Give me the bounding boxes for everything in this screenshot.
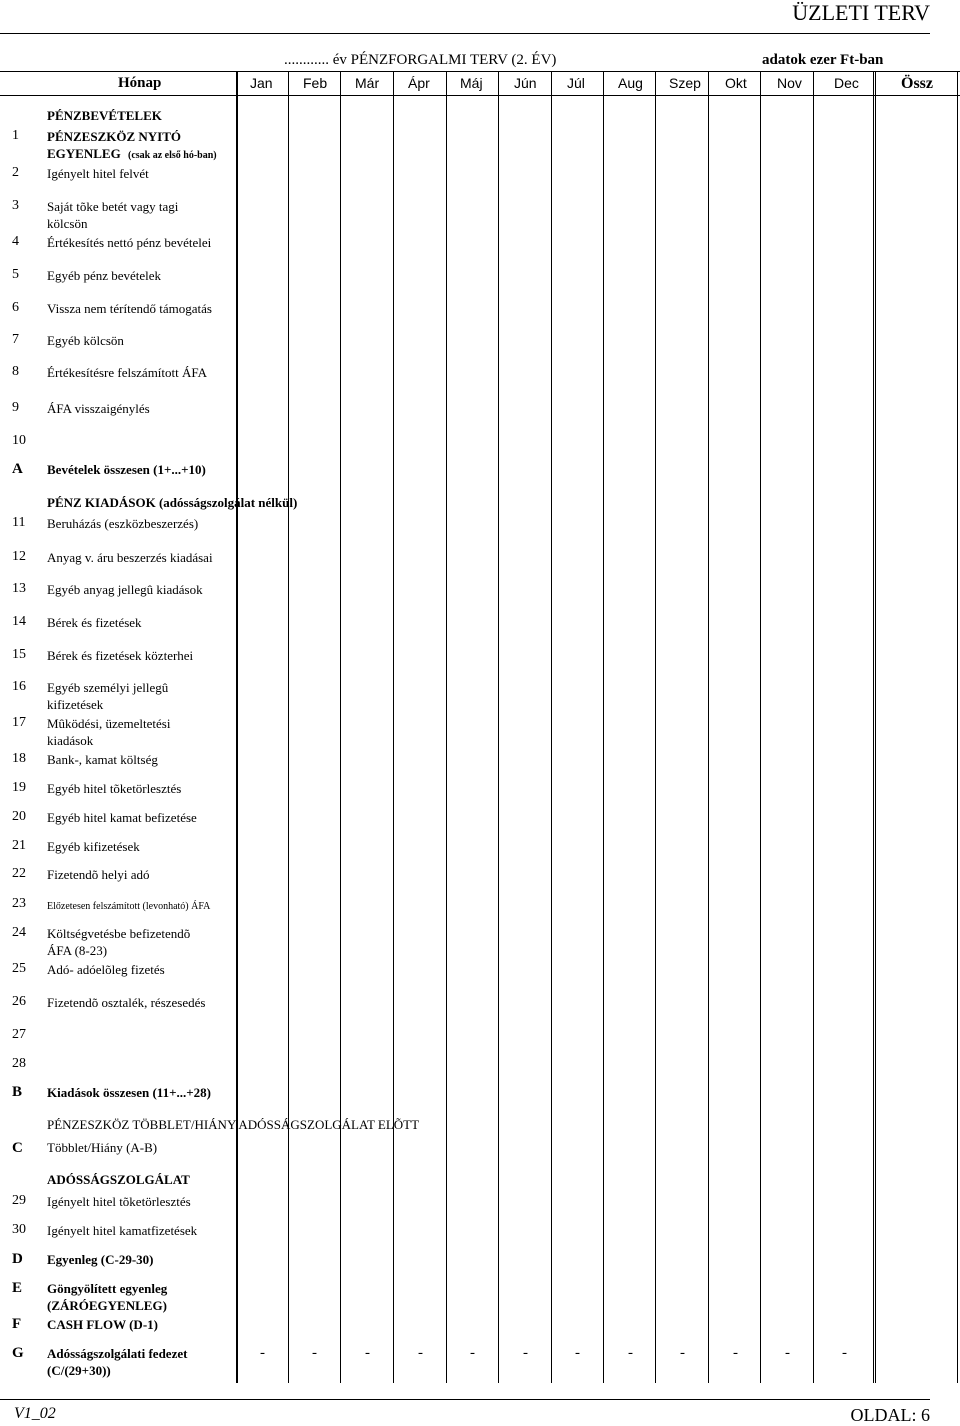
row-number: B xyxy=(12,1084,23,1100)
row-number: 23 xyxy=(12,896,26,911)
row-label-line2: ÁFA (8-23) xyxy=(47,943,108,958)
row-number: 4 xyxy=(12,234,19,249)
row-label: Előzetesen felszámított (levonható) ÁFA xyxy=(47,901,211,912)
dash-cell: - xyxy=(523,1345,528,1361)
row-label: Értékesítésre felszámított ÁFA xyxy=(47,365,208,380)
row-number: 16 xyxy=(12,679,26,694)
month-header: Ápr xyxy=(408,75,430,91)
section-expenses: PÉNZ KIADÁSOK (adósságszolgálat nélkül) xyxy=(47,495,298,510)
row-label: Anyag v. áru beszerzés kiadásai xyxy=(47,550,213,565)
dash-cell: - xyxy=(842,1345,847,1361)
row-label: Igényelt hitel kamatfizetések xyxy=(47,1223,198,1238)
month-header: Nov xyxy=(777,75,802,91)
row-number: 21 xyxy=(12,838,26,853)
row-label-line2: EGYENLEG xyxy=(47,146,121,161)
row-label: Többlet/Hiány (A-B) xyxy=(47,1140,158,1155)
row-label-line2: kifizetések xyxy=(47,697,104,712)
dash-cell: - xyxy=(470,1345,475,1361)
header-divider xyxy=(0,33,930,34)
month-header: Aug xyxy=(618,75,643,91)
month-header: Már xyxy=(355,75,380,91)
month-header: Jún xyxy=(514,75,537,91)
row-number: 10 xyxy=(12,433,26,448)
month-header: Dec xyxy=(834,75,859,91)
month-header-row xyxy=(0,71,960,97)
row-number: 28 xyxy=(12,1056,26,1071)
row-number: 27 xyxy=(12,1027,26,1042)
month-header: Júl xyxy=(567,75,585,91)
row-number: 19 xyxy=(12,780,26,795)
dash-cell: - xyxy=(628,1345,633,1361)
row-label: Egyéb hitel kamat befizetése xyxy=(47,810,197,825)
row-number: 11 xyxy=(12,515,26,530)
row-number: 8 xyxy=(12,364,19,379)
row-label: Adó- adóelõleg fizetés xyxy=(47,962,165,977)
month-header: Feb xyxy=(303,75,328,91)
row-label: Költségvetésbe befizetendõ xyxy=(47,926,191,941)
row-label: Saját tõke betét vagy tagi xyxy=(47,199,179,214)
row-number: 24 xyxy=(12,925,26,940)
row-number: 7 xyxy=(12,332,19,347)
row-number: 29 xyxy=(12,1193,26,1208)
row-number: 22 xyxy=(12,866,26,881)
section-debt: ADÓSSÁGSZOLGÁLAT xyxy=(47,1172,190,1187)
page-number: OLDAL: 6 xyxy=(850,1405,930,1425)
row-label: Göngyölített egyenleg xyxy=(47,1281,168,1296)
row-number: 30 xyxy=(12,1222,26,1237)
row-number: F xyxy=(12,1316,22,1332)
row-label-line2: kiadások xyxy=(47,733,94,748)
row-label: Bérek és fizetések xyxy=(47,615,142,630)
month-header: Jan xyxy=(250,75,273,91)
dash-cell: - xyxy=(680,1345,685,1361)
row-label: Fizetendõ osztalék, részesedés xyxy=(47,995,206,1010)
row-note: (csak az első hó-ban) xyxy=(128,150,217,161)
dash-cell: - xyxy=(260,1345,265,1361)
row-label: Fizetendõ helyi adó xyxy=(47,867,150,882)
row-number: 9 xyxy=(12,400,19,415)
month-header-label: Hónap xyxy=(118,75,162,91)
row-label: Bevételek összesen (1+...+10) xyxy=(47,462,206,477)
row-label: Egyenleg (C-29-30) xyxy=(47,1252,154,1267)
row-label: Egyéb pénz bevételek xyxy=(47,268,162,283)
row-number: 18 xyxy=(12,751,26,766)
row-number: 3 xyxy=(12,198,19,213)
row-label: Igényelt hitel felvét xyxy=(47,166,149,181)
page-header-title: ÜZLETI TERV xyxy=(792,0,930,25)
row-number: 26 xyxy=(12,994,26,1009)
row-number: 13 xyxy=(12,581,26,596)
total-header: Össz xyxy=(901,75,933,92)
row-label: Egyéb anyag jellegû kiadások xyxy=(47,582,203,597)
row-label: Vissza nem térítendő támogatás xyxy=(47,301,212,316)
row-number: 17 xyxy=(12,715,26,730)
table-title: ............ év PÉNZFORGALMI TERV (2. ÉV) xyxy=(284,52,557,68)
row-label: Igényelt hitel tõketörlesztés xyxy=(47,1194,191,1209)
row-number: 1 xyxy=(12,128,19,143)
row-label: PÉNZESZKÖZ NYITÓ xyxy=(47,129,182,144)
row-number: G xyxy=(12,1345,24,1361)
dash-cell: - xyxy=(365,1345,370,1361)
row-number: A xyxy=(12,461,23,477)
row-label: Értékesítés nettó pénz bevételei xyxy=(47,235,212,250)
row-label: Bank-, kamat költség xyxy=(47,752,158,767)
row-number: E xyxy=(12,1280,23,1296)
row-label: Egyéb hitel tõketörlesztés xyxy=(47,781,182,796)
month-header: Szep xyxy=(669,75,701,91)
row-label: Adósságszolgálati fedezet xyxy=(47,1346,188,1361)
row-label-line2: (C/(29+30)) xyxy=(47,1363,111,1378)
row-label: Kiadások összesen (11+...+28) xyxy=(47,1085,211,1100)
dash-cell: - xyxy=(575,1345,580,1361)
row-number: 5 xyxy=(12,267,19,282)
section-surplus: PÉNZESZKÖZ TÖBBLET/HIÁNY ADÓSSÁGSZOLGÁLAT ELÕTT xyxy=(47,1117,420,1132)
row-number: 12 xyxy=(12,549,26,564)
section-income: PÉNZBEVÉTELEK xyxy=(47,108,162,123)
row-number: 6 xyxy=(12,300,19,315)
version-label: V1_02 xyxy=(14,1405,56,1422)
row-label: Mûködési, üzemeltetési xyxy=(47,716,171,731)
row-number: D xyxy=(12,1251,23,1267)
row-number: 20 xyxy=(12,809,26,824)
dash-cell: - xyxy=(785,1345,790,1361)
row-label: CASH FLOW (D-1) xyxy=(47,1317,158,1332)
row-label-line2: kölcsön xyxy=(47,216,88,231)
row-number: 14 xyxy=(12,614,26,629)
row-number: C xyxy=(12,1140,23,1156)
row-label: Egyéb kifizetések xyxy=(47,839,140,854)
row-label: Egyéb személyi jellegû xyxy=(47,680,169,695)
row-number: 25 xyxy=(12,961,26,976)
footer-divider xyxy=(0,1399,930,1400)
dash-cell: - xyxy=(733,1345,738,1361)
row-number: 2 xyxy=(12,165,19,180)
unit-note: adatok ezer Ft-ban xyxy=(762,52,884,68)
dash-cell: - xyxy=(418,1345,423,1361)
row-label: ÁFA visszaigénylés xyxy=(47,401,150,416)
row-label: Beruházás (eszközbeszerzés) xyxy=(47,516,199,531)
row-label: Egyéb kölcsön xyxy=(47,333,124,348)
dash-cell: - xyxy=(312,1345,317,1361)
month-header: Máj xyxy=(460,75,483,91)
month-header: Okt xyxy=(725,75,747,91)
row-label-line2: (ZÁRÓEGYENLEG) xyxy=(47,1298,167,1313)
row-number: 15 xyxy=(12,647,26,662)
row-label: Bérek és fizetések közterhei xyxy=(47,648,194,663)
